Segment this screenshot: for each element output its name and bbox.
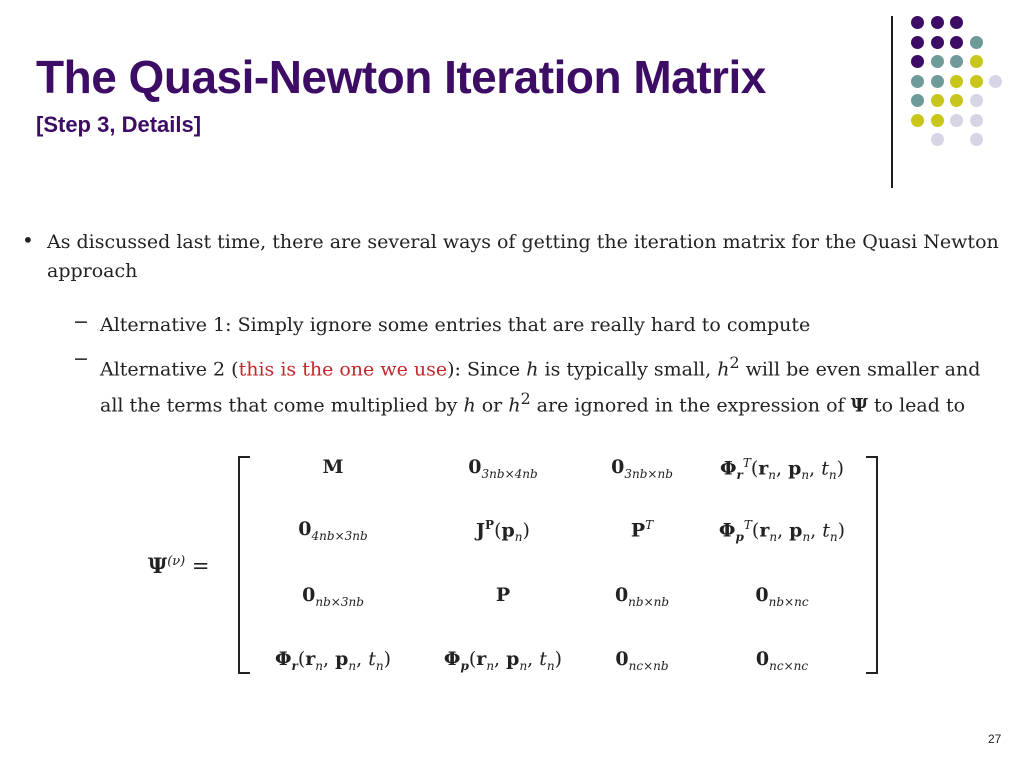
matrix-cell: $\Phi_p^T(r_n$, $p_n$, $t_n$) [718, 518, 846, 545]
logo-dot [931, 133, 944, 146]
logo-dot [970, 36, 983, 49]
logo-dot [950, 114, 963, 127]
matrix-cell: $0_{3nb\times nb}$ [611, 456, 673, 481]
matrix-cell: P [495, 584, 511, 606]
logo-dot [911, 75, 924, 88]
alt2-mid2: is typically small, [538, 358, 718, 381]
matrix-cell: $\Phi_p(r_n$, $p_n$, $t_n$) [443, 648, 563, 673]
logo-dot [950, 55, 963, 68]
logo-dot [911, 94, 924, 107]
matrix-cell: M [322, 456, 344, 478]
logo-dot [950, 36, 963, 49]
alt2-prefix: Alternative 2 ( [100, 358, 239, 381]
alt2-h4: h [508, 394, 521, 417]
alt2-h: h [526, 358, 539, 381]
matrix-cell: $\Phi_r(r_n$, $p_n$, $t_n$) [274, 648, 392, 673]
logo-dot [931, 55, 944, 68]
logo-dot [911, 16, 924, 29]
dash-icon: − [73, 311, 89, 333]
matrix-cell: $0_{nc\times nc}$ [755, 648, 809, 673]
bullet-text: As discussed last time, there are several ways of getting the iteration matrix for the Quasi Newton approach [47, 231, 999, 282]
bullet-icon: • [22, 228, 34, 252]
matrix-right-bracket [866, 456, 878, 674]
matrix-cell: $\Phi_r^T(r_n$, $p_n$, $t_n$) [719, 456, 845, 483]
logo-dot [950, 16, 963, 29]
logo-dot [931, 16, 944, 29]
logo-dot [931, 94, 944, 107]
logo-dot [989, 75, 1002, 88]
logo-dot [911, 55, 924, 68]
logo-dot [950, 94, 963, 107]
alt2-mid5: are ignored in the expression of [530, 394, 851, 417]
matrix-cell: $0_{3nb\times 4nb}$ [468, 456, 538, 481]
matrix-cell: $J^P(p_n)$ [476, 518, 530, 545]
alt2-h2: h [717, 358, 730, 381]
logo-dot [931, 75, 944, 88]
equation-lhs [148, 553, 210, 578]
logo-dot [970, 55, 983, 68]
alternative-2-text [100, 348, 1000, 421]
equals-sign: = [185, 554, 210, 578]
logo-dot [931, 36, 944, 49]
logo-dot [970, 75, 983, 88]
slide-subtitle: [Step 3, Details] [36, 112, 202, 137]
alt2-psi: Ψ [850, 394, 868, 417]
alt2-mid4: or [475, 394, 509, 417]
alt2-suffix: to lead to [867, 394, 966, 417]
header-divider-line [891, 16, 893, 188]
alt2-highlight: this is the one we use [238, 358, 448, 381]
logo-dot [911, 114, 924, 127]
logo-dot [950, 75, 963, 88]
matrix-cell: $0_{nb\times nc}$ [755, 584, 809, 609]
alternative-1-text: Alternative 1: Simply ignore some entries that are really hard to compute [100, 314, 811, 336]
alt2-h3: h [463, 394, 476, 417]
matrix-left-bracket [238, 456, 250, 674]
logo-dot [970, 94, 983, 107]
alt2-sup2: 2 [729, 353, 740, 372]
alt2-mid1: ): Since [447, 358, 527, 381]
alt2-sup4: 2 [520, 389, 531, 409]
psi-symbol: Ψ [148, 553, 168, 578]
matrix-cell: $0_{nc\times nb}$ [615, 648, 669, 673]
psi-superscript: (ν) [167, 554, 186, 569]
logo-dot [911, 36, 924, 49]
matrix-cell: $P^T$ [630, 518, 654, 542]
logo-dot [931, 114, 944, 127]
logo-dot [970, 133, 983, 146]
matrix-cell: $0_{4nb\times 3nb}$ [298, 518, 368, 543]
alt2-mid3: will be even smaller and all the terms that come multiplied by [100, 358, 981, 417]
page-number: 27 [988, 732, 1002, 746]
matrix-cell: $0_{nb\times nb}$ [614, 584, 670, 609]
slide-title: The Quasi-Newton Iteration Matrix [36, 51, 766, 103]
logo-dot [970, 114, 983, 127]
dash-icon: − [73, 348, 89, 370]
matrix-cell: $0_{nb\times 3nb}$ [302, 584, 364, 609]
